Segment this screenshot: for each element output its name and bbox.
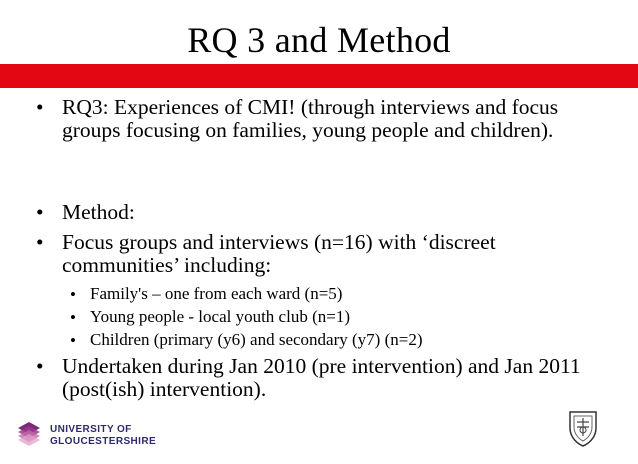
bullet-marker: • [36,200,44,224]
sub-bullet-families: Family's – one from each ward (n=5) [90,284,343,303]
sub-bullet-children: Children (primary (y6) and secondary (y7) (n=2) [90,330,423,349]
bullet-rq3: RQ3: Experiences of CMI! (through interviews and focus groups focusing on families, young people and children). [62,95,559,142]
sub-bullet-young-people: Young people - local youth club (n=1) [90,307,350,326]
bullet-focus-groups: Focus groups and interviews (n=16) with ‘discreet communities’ including: [62,230,496,277]
bullet-marker: • [36,354,44,378]
sub-bullet-marker: • [70,285,76,304]
title-accent-bar [0,64,638,88]
sub-bullet-marker: • [70,331,76,350]
bullet-marker: • [36,230,44,254]
university-logo [12,418,162,454]
bullet-undertaken: Undertaken during Jan 2010 (pre intervention) and Jan 2011 (post(ish) intervention). [62,354,581,401]
logo-text-line2: GLOUCESTERSHIRE [50,436,157,447]
crest-icon [566,408,600,448]
slide-title: RQ 3 and Method [187,20,451,60]
bullet-method: Method: [62,200,135,224]
logo-text-line1: UNIVERSITY OF [50,424,132,435]
bullet-marker: • [36,95,44,119]
university-logo-icon [12,418,46,452]
sub-bullet-marker: • [70,308,76,327]
